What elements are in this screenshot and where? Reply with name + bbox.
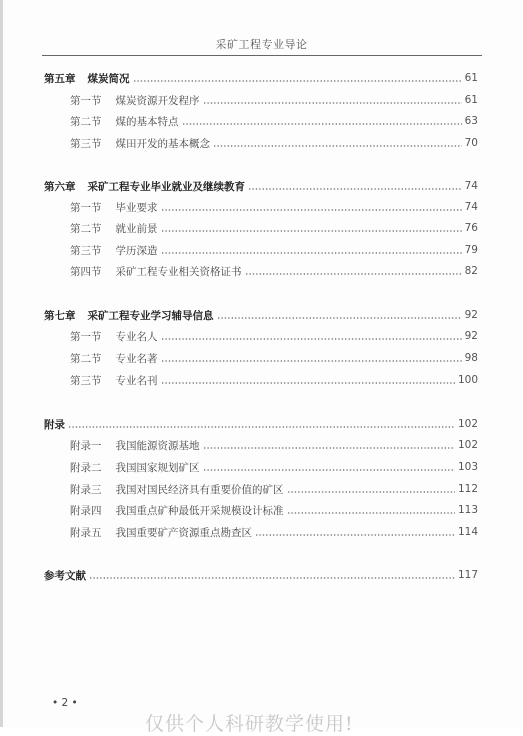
toc-entry-page: 82 <box>464 265 478 277</box>
toc-entry-title: 煤的基本特点 <box>115 115 179 128</box>
toc-entry-section <box>70 263 478 279</box>
dot-leader <box>255 527 455 537</box>
toc-entry-section <box>70 135 478 151</box>
toc-entry-title: 煤炭资源开发程序 <box>115 94 200 107</box>
dot-leader <box>161 223 462 233</box>
toc-entry-label: 第一节 <box>70 330 102 343</box>
dot-leader <box>203 95 462 105</box>
toc-entry-page: 117 <box>457 569 478 581</box>
dot-leader <box>182 116 462 126</box>
toc-entry-page: 112 <box>457 483 478 495</box>
toc-entry-title: 采矿工程专业相关资格证书 <box>115 265 242 278</box>
page-number: • 2 • <box>52 697 78 709</box>
toc-entry-title: 我国重点矿种最低开采规模设计标准 <box>115 504 284 517</box>
dot-leader <box>161 375 455 385</box>
toc-entry-label: 附录五 <box>70 526 102 539</box>
toc-entry-appendix <box>70 459 478 475</box>
toc-entry-label: 第三节 <box>70 374 102 387</box>
toc-entry-appendix <box>70 502 478 518</box>
dot-leader <box>161 353 462 363</box>
toc-entry-section <box>70 242 478 258</box>
toc-entry-page: 113 <box>457 504 478 516</box>
toc-entry-label: 附录 <box>44 418 65 431</box>
toc-entry-page: 98 <box>464 352 478 364</box>
toc-entry-page: 102 <box>457 439 478 451</box>
running-header: 采矿工程专业导论 <box>215 38 308 51</box>
toc-entry-page: 100 <box>457 374 478 386</box>
toc-entry-title: 专业名人 <box>115 330 158 343</box>
toc-entry-chapter <box>44 567 478 583</box>
toc-entry-title: 煤炭简况 <box>87 72 130 85</box>
toc-entry-chapter <box>44 70 478 86</box>
toc-entry-title: 我国对国民经济具有重要价值的矿区 <box>115 483 284 496</box>
toc-entry-section <box>70 350 478 366</box>
toc-entry-label: 参考文献 <box>44 569 86 582</box>
toc-entry-label: 第六章 <box>44 180 76 193</box>
dot-leader <box>245 266 462 276</box>
toc-entry-title: 专业名著 <box>115 352 158 365</box>
dot-leader <box>161 331 462 341</box>
dot-leader <box>161 202 462 212</box>
dot-leader <box>217 310 462 320</box>
toc-entry-label: 附录一 <box>70 439 102 452</box>
toc-entry-label: 第五章 <box>44 72 76 85</box>
toc-entry-page: 79 <box>464 244 478 256</box>
toc-entry-page: 76 <box>464 222 478 234</box>
toc-entry-chapter <box>44 178 478 194</box>
toc-entry-page: 92 <box>464 309 478 321</box>
toc-entry-appendix <box>70 481 478 497</box>
dot-leader <box>68 419 455 429</box>
toc-entry-label: 附录二 <box>70 461 102 474</box>
toc-entry-page: 61 <box>464 94 478 106</box>
dot-leader <box>213 138 462 148</box>
toc-entry-appendix <box>70 437 478 453</box>
watermark-text: 仅供个人科研教学使用! <box>145 713 354 735</box>
toc-entry-page: 74 <box>464 201 478 213</box>
dot-leader <box>203 440 455 450</box>
dot-leader <box>89 570 455 580</box>
toc-entry-label: 第三节 <box>70 244 102 257</box>
dot-leader <box>133 73 462 83</box>
toc-entry-page: 102 <box>457 418 478 430</box>
toc-entry-label: 第二节 <box>70 115 102 128</box>
toc-entry-title: 专业名刊 <box>115 374 158 387</box>
toc-entry-chapter <box>44 416 478 432</box>
toc-entry-page: 61 <box>464 72 478 84</box>
dot-leader <box>248 181 462 191</box>
toc-entry-page: 70 <box>464 137 478 149</box>
toc-entry-title: 学历深造 <box>115 244 158 257</box>
toc-entry-section <box>70 199 478 215</box>
toc-entry-label: 第一节 <box>70 201 102 214</box>
toc-entry-label: 第一节 <box>70 94 102 107</box>
toc-entry-label: 第七章 <box>44 309 76 322</box>
toc-entry-page: 92 <box>464 330 478 342</box>
toc-entry-label: 第二节 <box>70 222 102 235</box>
dot-leader <box>203 462 455 472</box>
toc-entry-title: 就业前景 <box>115 222 158 235</box>
toc-entry-appendix <box>70 524 478 540</box>
toc-entry-label: 附录四 <box>70 504 102 517</box>
toc-entry-label: 附录三 <box>70 483 102 496</box>
toc-entry-title: 采矿工程专业毕业就业及继续教育 <box>87 180 245 193</box>
toc-entry-page: 74 <box>464 180 478 192</box>
toc-entry-section <box>70 220 478 236</box>
toc-entry-section <box>70 372 478 388</box>
toc-entry-page: 103 <box>457 461 478 473</box>
toc-entry-label: 第四节 <box>70 265 102 278</box>
dot-leader <box>287 484 455 494</box>
toc-entry-label: 第三节 <box>70 137 102 150</box>
toc-entry-label: 第二节 <box>70 352 102 365</box>
toc-entry-chapter <box>44 307 478 323</box>
toc-entry-title: 煤田开发的基本概念 <box>115 137 210 150</box>
toc-entry-title: 我国国家规划矿区 <box>115 461 200 474</box>
toc-entry-section <box>70 113 478 129</box>
toc-entry-page: 63 <box>464 115 478 127</box>
toc-entry-title: 我国重要矿产资源重点勘查区 <box>115 526 252 539</box>
toc-entry-title: 采矿工程专业学习辅导信息 <box>87 309 214 322</box>
toc-entry-section <box>70 328 478 344</box>
toc-entry-page: 114 <box>457 526 478 538</box>
dot-leader <box>287 505 455 515</box>
toc-entry-section <box>70 92 478 108</box>
dot-leader <box>161 245 462 255</box>
toc-entry-title: 我国能源资源基地 <box>115 439 200 452</box>
toc-entry-title: 毕业要求 <box>115 201 158 214</box>
